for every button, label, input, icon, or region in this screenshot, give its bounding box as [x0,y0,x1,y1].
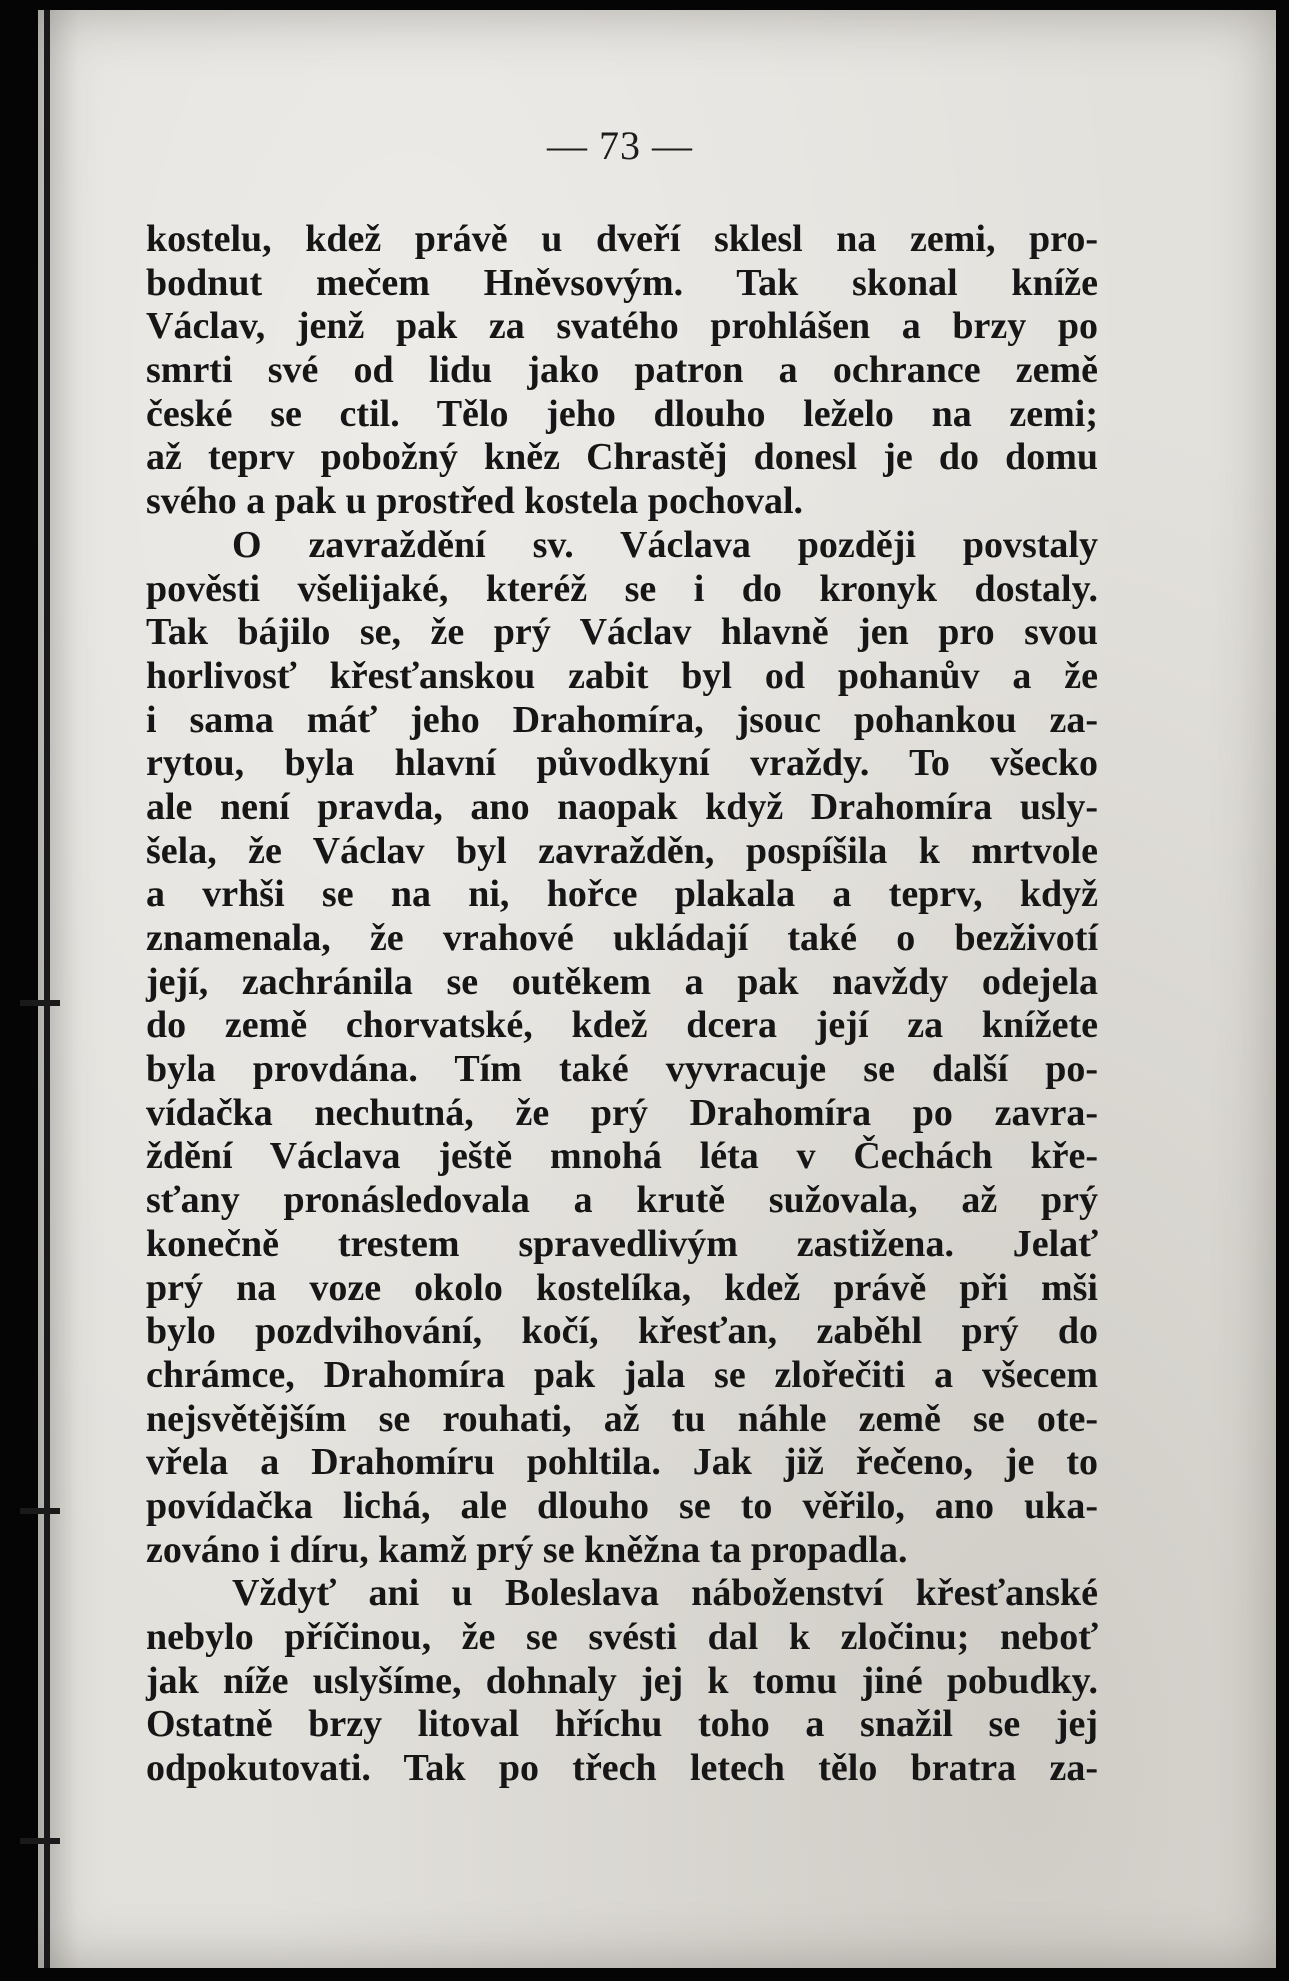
text-line: chrámce, Drahomíra pak jala se zlořečiti a všecem [146,1353,1098,1396]
body-text [146,218,1098,1791]
text-line: české se ctil. Tělo jeho dlouho leželo na zemi; [146,392,1098,435]
text-line: bylo pozdvihování, kočí, křesťan, zaběhl prý do [146,1310,1098,1353]
text-line: byla provdána. Tím také vyvracuje se další po- [146,1048,1098,1091]
text-line: Václav, jenž pak za svatého prohlášen a brzy po [146,305,1098,348]
text-line: do země chorvatské, kdež dcera její za knížete [146,1004,1098,1047]
text-line: ždění Václava ještě mnohá léta v Čechách kře- [146,1135,1098,1178]
text-line: vřela a Drahomíru pohltila. Jak již řečeno, je to [146,1441,1098,1484]
text-line: Tak bájilo se, že prý Václav hlavně jen pro svou [146,611,1098,654]
text-line: znamenala, že vrahové ukládají také o bezživotí [146,917,1098,959]
text-line: pověsti všelijaké, kteréž se i do kronyk dostaly. [146,567,1098,610]
page-number: — 73 — [547,123,693,168]
text-line: sťany pronásledovala a krutě sužovala, až prý [146,1179,1098,1222]
text-line: a vrhši se na ni, hořce plakala a teprv, když [146,873,1098,916]
text-line: bodnut mečem Hněvsovým. Tak skonal kníže [146,261,1098,304]
text-line: nebylo příčinou, že se svésti dal k zločinu; neboť [146,1616,1098,1658]
text-line: svého a pak u prostřed kostela pochoval. [146,480,804,523]
binding-mark [20,1508,60,1514]
text-line: Vždyť ani u Boleslava náboženství křesťanské [232,1572,1098,1615]
text-line: konečně trestem spravedlivým zastižena. Jelať [146,1222,1098,1265]
text-line: O zavraždění sv. Václava později povstaly [232,523,1098,566]
text-line: povídačka lichá, ale dlouho se to věřilo, ano uka- [146,1484,1098,1527]
text-line: smrti své od lidu jako patron a ochrance země [146,349,1098,392]
text-line: i sama máť jeho Drahomíra, jsouc pohankou za- [146,698,1098,741]
text-line: nejsvětějším se rouhati, až tu náhle země se ote- [146,1397,1098,1440]
text-line: vídačka nechutná, že prý Drahomíra po zavra- [146,1091,1098,1134]
text-line: horlivosť křesťanskou zabit byl od pohanův a že [146,654,1098,697]
binding-edge [44,10,50,1968]
text-line: jak níže uslyšíme, dohnaly jej k tomu jiné pobudky. [146,1659,1098,1702]
text-line: až teprv pobožný kněz Chrastěj donesl je do domu [146,436,1098,479]
text-line: zováno i díru, kamž prý se kněžna ta propadla. [146,1528,908,1571]
text-line: kostelu, kdež právě u dveří sklesl na zemi, pro- [146,218,1098,260]
text-line: odpokutovati. Tak po třech letech tělo bratra za- [146,1747,1098,1790]
text-line: rytou, byla hlavní původkyní vraždy. To všecko [146,742,1098,785]
binding-mark [20,1838,60,1844]
binding-mark [20,1000,60,1006]
text-line: její, zachránila se outěkem a pak navždy odejela [146,960,1098,1003]
text-line: prý na voze okolo kostelíka, kdež právě při mši [146,1266,1098,1309]
text-line: ale není pravda, ano naopak když Drahomíra usly- [146,785,1098,828]
text-line: Ostatně brzy litoval hříchu toho a snažil se jej [146,1703,1098,1746]
text-line: šela, že Václav byl zavražděn, pospíšila k mrtvole [146,829,1098,872]
